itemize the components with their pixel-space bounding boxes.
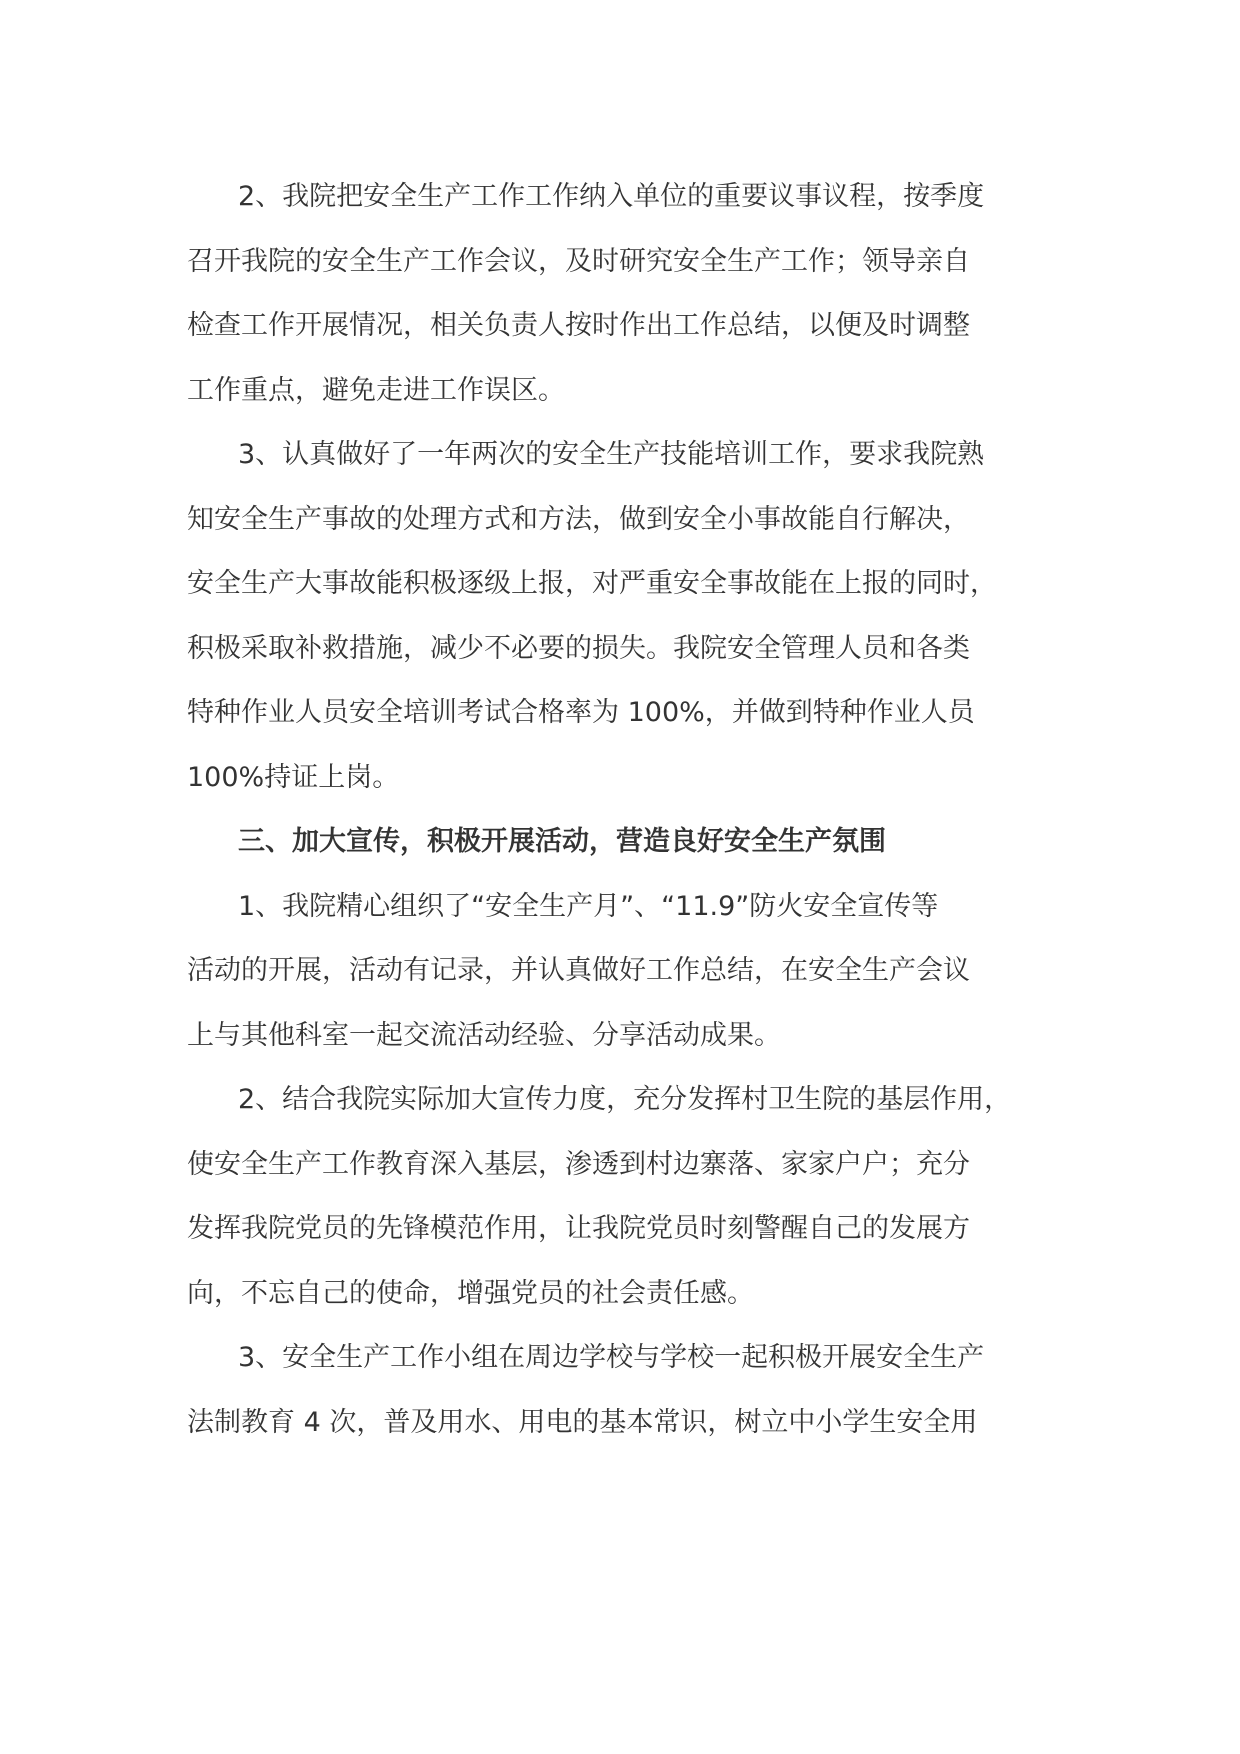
paragraph-2-line-1: 2、我院把安全生产工作工作纳入单位的重要议事议程，按季度 xyxy=(238,181,985,212)
section-paragraph-1-line-3: 上与其他科室一起交流活动经验、分享活动成果。 xyxy=(187,1019,781,1051)
paragraph-3-line-6: 100%持证上岗。 xyxy=(187,761,400,793)
paragraph-3-line-1: 3、认真做好了一年两次的安全生产技能培训工作，要求我院熟 xyxy=(238,439,985,470)
document-body xyxy=(187,165,1082,1455)
section-paragraph-2-line-2: 使安全生产工作教育深入基层，渗透到村边寨落、家家户户；充分 xyxy=(187,1148,970,1180)
section-paragraph-3-line-2: 法制教育 4 次，普及用水、用电的基本常识，树立中小学生安全用 xyxy=(187,1406,978,1438)
paragraph-3-line-3: 安全生产大事故能积极逐级上报，对严重安全事故能在上报的同时， xyxy=(187,568,997,599)
section-heading: 三、加大宣传，积极开展活动，营造良好安全生产氛围 xyxy=(238,826,886,857)
section-paragraph-2-line-3: 发挥我院党员的先锋模范作用，让我院党员时刻警醒自己的发展方 xyxy=(187,1213,970,1244)
paragraph-3-line-4: 积极采取补救措施，减少不必要的损失。我院安全管理人员和各类 xyxy=(187,632,970,664)
section-paragraph-2-line-1: 2、结合我院实际加大宣传力度，充分发挥村卫生院的基层作用， xyxy=(238,1084,1012,1115)
paragraph-3-line-2: 知安全生产事故的处理方式和方法，做到安全小事故能自行解决， xyxy=(187,503,970,535)
section-paragraph-1-line-2: 活动的开展，活动有记录，并认真做好工作总结，在安全生产会议 xyxy=(187,955,970,986)
section-paragraph-1-line-1: 1、我院精心组织了“安全生产月”、“11.9”防火安全宣传等 xyxy=(238,890,939,922)
paragraph-2-line-2: 召开我院的安全生产工作会议，及时研究安全生产工作；领导亲自 xyxy=(187,245,970,277)
paragraph-2-line-3: 检查工作开展情况，相关负责人按时作出工作总结，以便及时调整 xyxy=(187,310,970,341)
paragraph-3-line-5: 特种作业人员安全培训考试合格率为 100%，并做到特种作业人员 xyxy=(187,697,975,728)
section-paragraph-2-line-4: 向，不忘自己的使命，增强党员的社会责任感。 xyxy=(187,1277,754,1309)
section-paragraph-3-line-1: 3、安全生产工作小组在周边学校与学校一起积极开展安全生产 xyxy=(238,1342,985,1373)
paragraph-2-line-4: 工作重点，避免走进工作误区。 xyxy=(187,374,565,406)
